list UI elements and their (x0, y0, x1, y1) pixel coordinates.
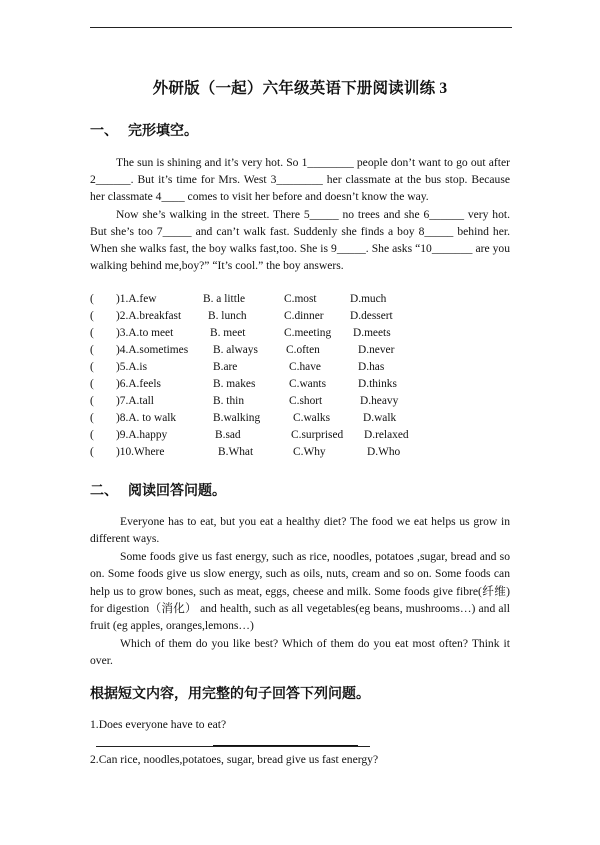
option-c: C.Why (293, 446, 326, 458)
option-a: )10.Where (116, 446, 165, 458)
section1-passage (90, 154, 510, 274)
option-b: B. meet (210, 327, 246, 339)
answer-bracket[interactable]: ( (90, 395, 94, 407)
option-c: C.short (289, 395, 323, 407)
question-row (90, 395, 510, 412)
option-c: C.wants (289, 378, 327, 390)
section2-title: 阅读回答问题。 (128, 484, 226, 499)
question-row (90, 429, 510, 446)
option-d: D.meets (353, 327, 391, 339)
question-row (90, 378, 510, 395)
option-d: D.dessert (350, 310, 393, 322)
answer-bracket[interactable]: ( (90, 310, 94, 322)
answer-bracket[interactable]: ( (90, 327, 94, 339)
question-row (90, 361, 510, 378)
question-row (90, 327, 510, 344)
option-c: C.have (289, 361, 321, 373)
question-row (90, 310, 510, 327)
header-rule (90, 27, 512, 28)
option-b: B.walking (213, 412, 261, 424)
question-row (90, 446, 510, 463)
option-a: )9.A.happy (116, 429, 168, 441)
option-a: )2.A.breakfast (116, 310, 182, 322)
option-d: D.heavy (360, 395, 399, 407)
option-c: C.surprised (291, 429, 344, 441)
answer-bracket[interactable]: ( (90, 446, 94, 458)
option-a: )7.A.tall (116, 395, 154, 407)
option-c: C.walks (293, 412, 331, 424)
option-b: B. thin (213, 395, 245, 407)
option-d: D.thinks (358, 378, 397, 390)
option-b: B. makes (213, 378, 256, 390)
section1-heading (90, 120, 198, 140)
option-a: )6.A.feels (116, 378, 161, 390)
section2-paragraph3: Which of them do you like best? Which of them do you eat most often? Think it over. (90, 636, 510, 668)
option-a: )8.A. to walk (116, 412, 177, 424)
option-d: D.much (350, 293, 387, 305)
answer-bracket[interactable]: ( (90, 429, 94, 441)
section1-paragraph2: Now she’s walking in the street. There 5_____ no trees and she 6______ very hot. But she’s too 7_____ and can’t walk fast. Suddenly she finds a boy 8_____ behind her. When she walks fast, the boy walks fast,too. She is 9_____. She asks “10_______ are you walking behind me,boy?” “It’s cool.” the boy answers. (90, 207, 510, 273)
option-b: B. always (213, 344, 258, 356)
question-1: 1.Does everyone have to eat? (90, 718, 227, 731)
answer-line-underline (213, 745, 358, 746)
option-d: D.never (358, 344, 395, 356)
option-d: D.Who (367, 446, 401, 458)
answer-bracket[interactable]: ( (90, 412, 94, 424)
section2-paragraph2: Some foods give us fast energy, such as rice, noodles, potatoes ,sugar, bread and so on. Some foods give us slow energy, such as oils, nuts, cream and so on. Some foods can help us to grow bones, such as meat, eggs, cheese and milk. Some foods give fibre(纤维) for digestion（消化） and health, such as all vegetables(eg beans, mushrooms…) and all fruit (eg apples, oranges,lemons…) (90, 549, 510, 633)
answer-bracket[interactable]: ( (90, 344, 94, 356)
option-a: )3.A.to meet (116, 327, 174, 339)
option-c: C.meeting (284, 327, 332, 339)
question-2: 2.Can rice, noodles,potatoes, sugar, bread give us fast energy? (90, 753, 379, 766)
section1-title: 完形填空。 (128, 124, 198, 139)
option-c: C.most (284, 293, 317, 305)
section1-paragraph1: The sun is shining and it’s very hot. So 1________ people don’t want to go out after 2______. But it’s time for Mrs. West 3________ her classmate at the bus stop. Because her classmate 4____ comes to visit her before and doesn’t know the way. (90, 156, 510, 204)
section2-paragraph1: Everyone has to eat, but you eat a healthy diet? The food we eat helps us grow in different ways. (90, 515, 510, 546)
option-d: D.relaxed (364, 429, 409, 441)
option-b: B.What (218, 446, 254, 458)
question-row (90, 344, 510, 361)
option-a: )1.A.few (116, 293, 157, 305)
question-row (90, 412, 510, 429)
section2-number: 二、 (90, 484, 118, 499)
answer-line[interactable] (96, 746, 370, 747)
answer-bracket[interactable]: ( (90, 378, 94, 390)
page-title: 外研版（一起）六年级英语下册阅读训练 3 (152, 80, 448, 97)
answer-bracket[interactable]: ( (90, 293, 94, 305)
section1-number: 一、 (90, 124, 118, 139)
option-b: B. a little (203, 293, 246, 305)
option-b: B. lunch (208, 310, 247, 322)
option-b: B.are (213, 361, 238, 373)
option-b: B.sad (215, 429, 241, 441)
answer-bracket[interactable]: ( (90, 361, 94, 373)
section2-heading (90, 480, 226, 500)
section2-passage (90, 513, 510, 670)
option-d: D.walk (363, 412, 397, 424)
option-a: )5.A.is (116, 361, 148, 373)
option-d: D.has (358, 361, 385, 373)
option-a: )4.A.sometimes (116, 344, 189, 356)
option-c: C.often (286, 344, 320, 356)
option-c: C.dinner (284, 310, 324, 322)
section2-instruction: 根据短文内容，用完整的句子回答下列问题。 (90, 687, 370, 702)
question-row (90, 293, 510, 310)
